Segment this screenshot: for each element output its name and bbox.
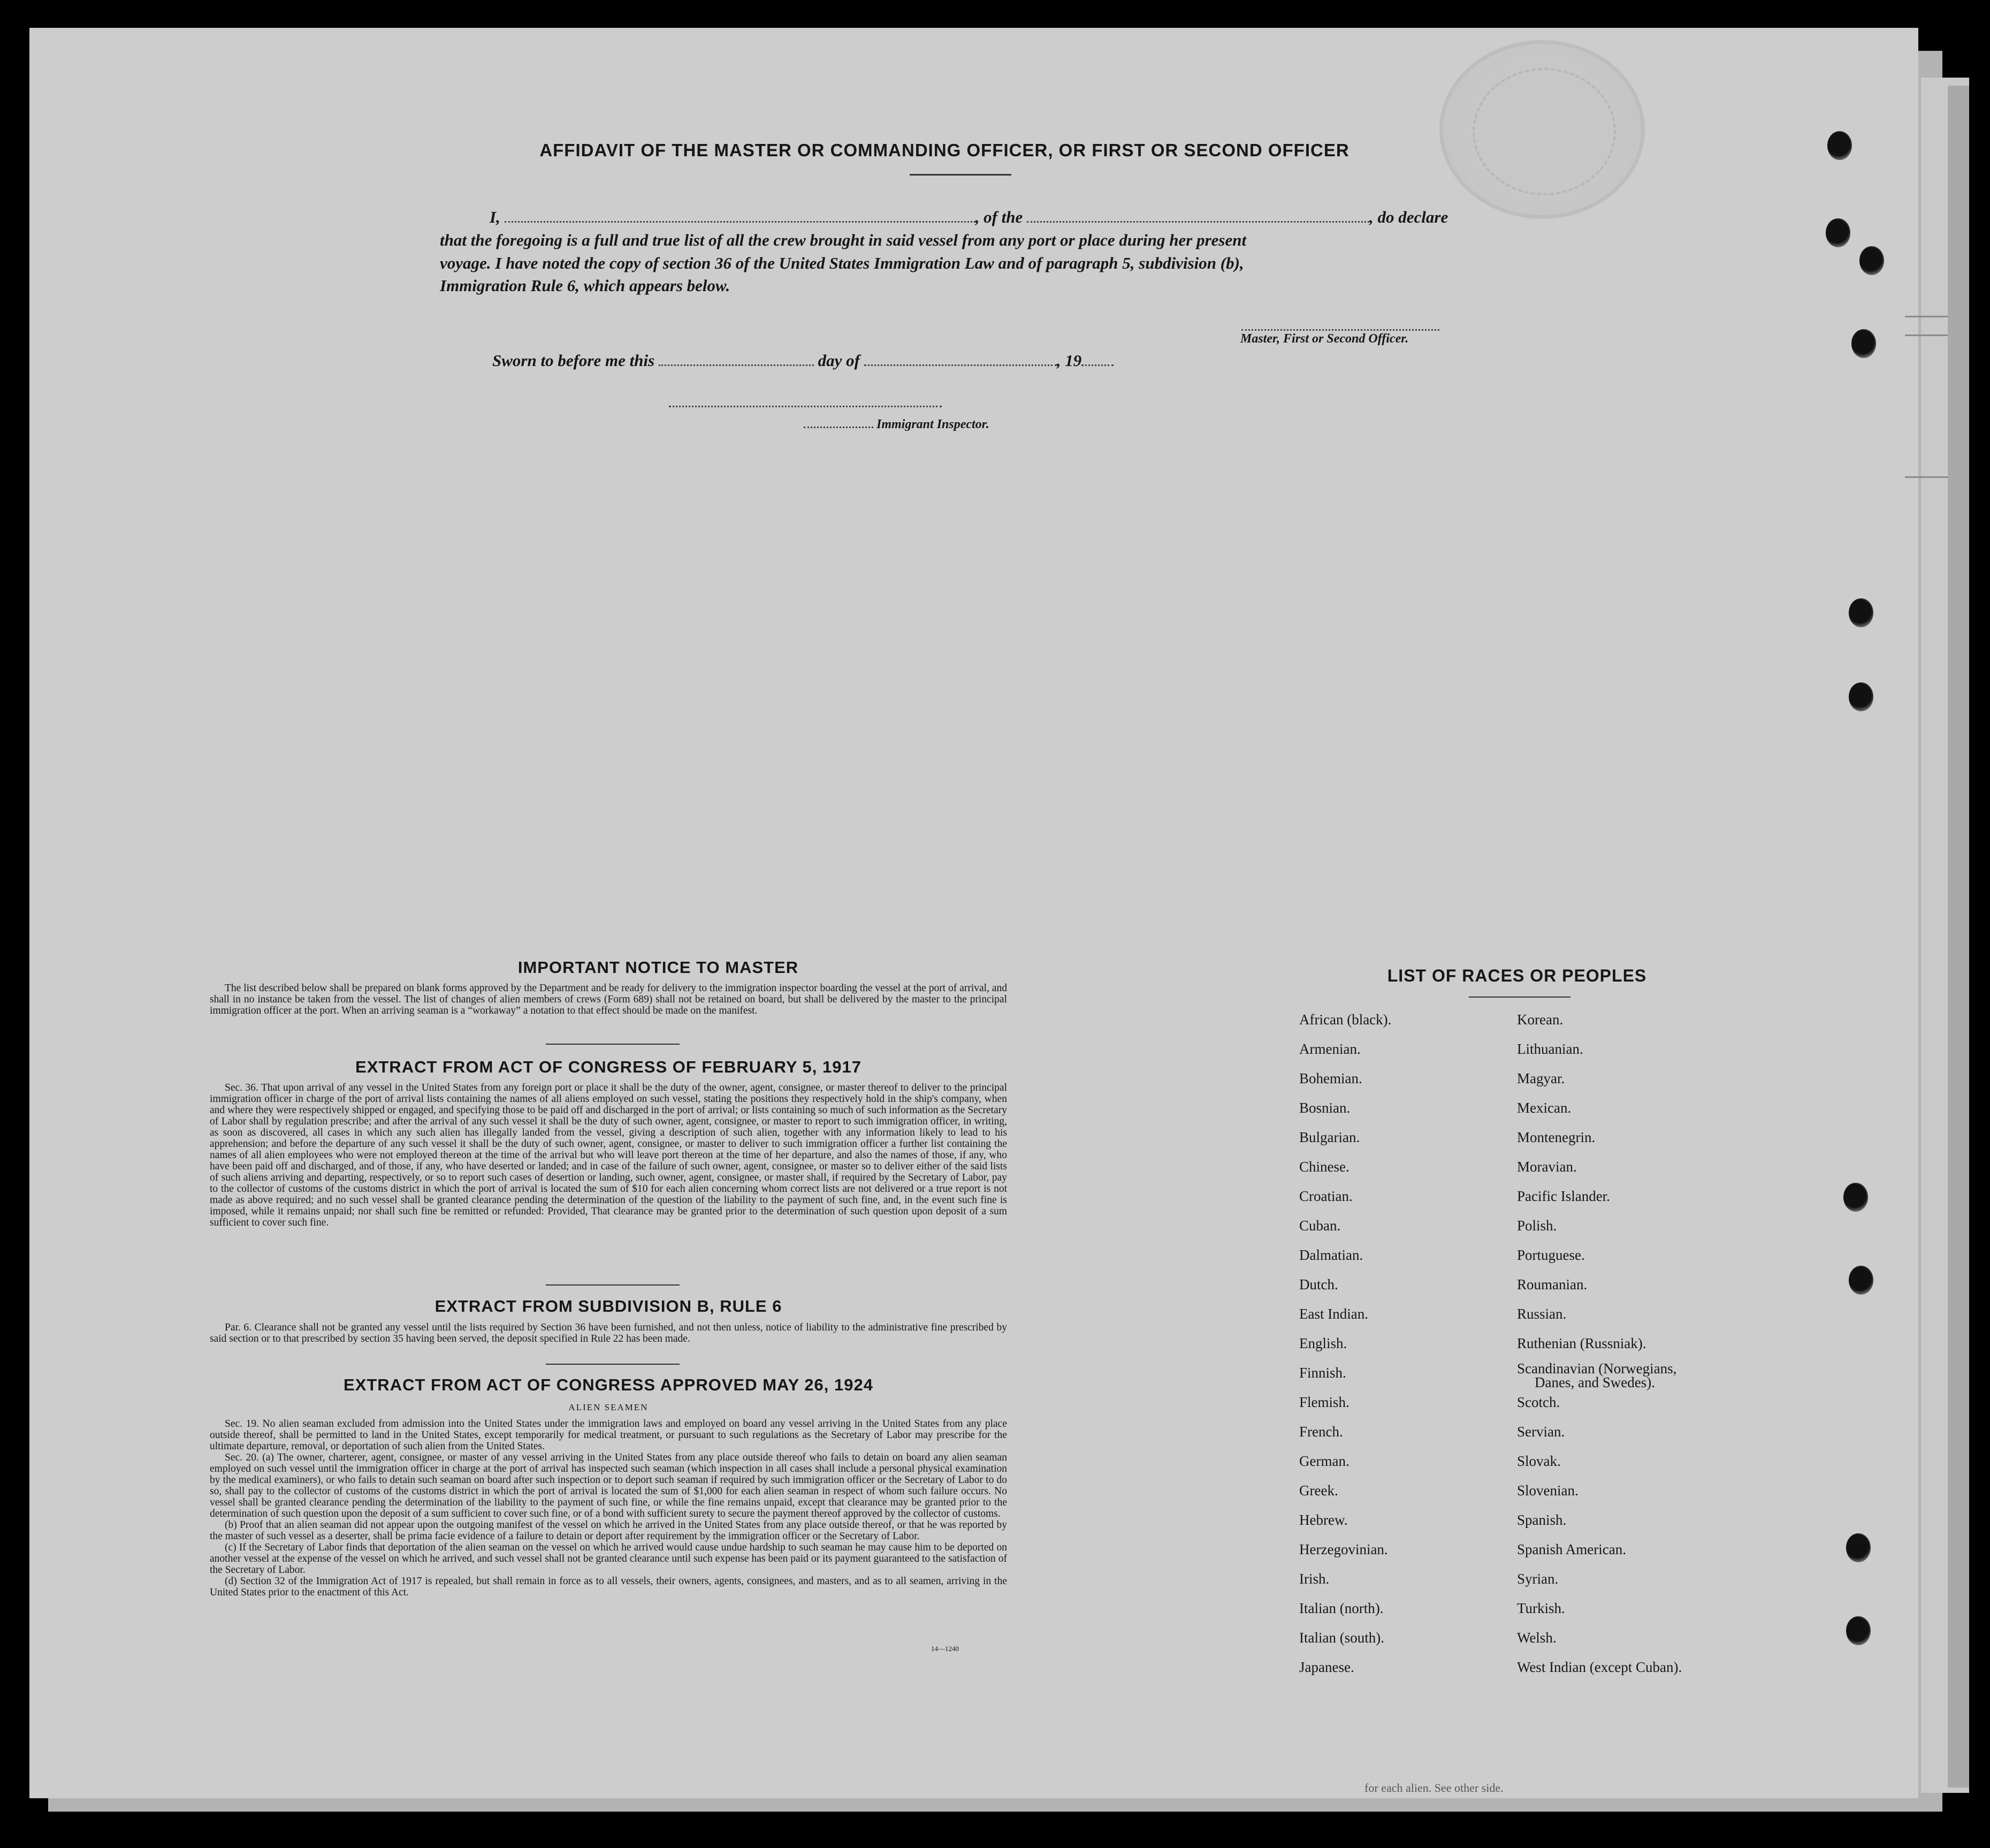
race-item: East Indian. — [1299, 1306, 1368, 1322]
races-title: LIST OF RACES OR PEOPLES — [1387, 966, 1647, 985]
punch-hole — [1826, 218, 1850, 247]
race-item-continuation: Danes, and Swedes). — [1535, 1374, 1655, 1390]
race-item: Polish. — [1517, 1218, 1557, 1234]
punch-hole — [1849, 1266, 1873, 1295]
form-number: 14—1240 — [931, 1645, 959, 1653]
punch-hole — [1843, 1183, 1868, 1212]
punch-hole — [1846, 1616, 1871, 1645]
race-item: Moravian. — [1517, 1159, 1577, 1175]
sworn-month-field[interactable] — [864, 364, 1057, 366]
sworn-day-field[interactable] — [659, 364, 814, 366]
extract-1917-body: Sec. 36. That upon arrival of any vessel in the United States from any foreign port or place it shall be the duty of the owner, agent, consignee, or master thereof to deliver to the principal immigration officer in charge of the port of arrival lists containing the names of all aliens employed on such vessel, stating the positions they respectively hold in the ship's company, when and where they were respectively shipped or engaged, and specifying those to be paid off and discharged in the port of arrival; or lists containing so much of such information as the Secretary of Labor shall by regulation prescribe; and after the arrival of any such vessel it shall be the duty of such owner, agent, consignee, or master to report to such immigration officer, in writing, as soon as discovered, all cases in which any such alien has illegally landed from the vessel, giving a description of such alien, together with any information likely to lead to his apprehension; and before the departure of any such vessel it shall be the duty of such owner, agent, consignee, or master to deliver to such immigration officer a further list containing the names of all alien employees who were not employed thereon at the time of the arrival but who will leave port thereon at the time of her departure, and also the names of those, if any, who have been paid off and discharged, and of those, if any, who have deserted or landed; and in case of the failure of such owner, agent, consignee, or master so to deliver either of the said lists of such aliens arriving and departing, respectively, or so to report such cases of desertion or landing, such owner, agent, consignee, or master shall, if required by the Secretary of Labor, pay to the collector of customs of the customs district in which the port of arrival is located the sum of $10 for each alien concerning whom correct lists are not delivered or a true report is not made as above required; and no such vessel shall be granted clearance pending the determination of the question of the liability to the payment of such fine, and, in the event such fine is imposed, while it remains unpaid; nor shall such fine be remitted or refunded: Provided, That clearance may be granted prior to the determination of such question upon deposit of a sum sufficient to cover such fine. — [210, 1082, 1007, 1228]
race-item: Chinese. — [1299, 1159, 1349, 1175]
race-item: Hebrew. — [1299, 1512, 1348, 1528]
race-item: Magyar. — [1517, 1070, 1565, 1086]
extract-1924-body: Sec. 19. No alien seaman excluded from admission into the United States under the immigration laws and employed on board any vessel arriving in the United States from any place outside thereof, shall be permitted to land in the United States, except temporarily for medical treatment, or pursuant to such regulations as the Secretary of Labor may prescribe for the ultimate departure, removal, or deportation of such alien from the United States. Sec. 20. (a) The owner, charterer, agent, consignee, or master of any vessel arriving in the United States from any place outside thereof who fails to detain on board any alien seaman employed on such vessel until the immigration officer in charge at the port of arrival has inspected such seaman (which inspection in all cases shall include a personal physical examination by the medical examiners), or who fails to detain such seaman on board after such inspection or to deport such seaman if required by such immigration officer or the Secretary of Labor to do so, shall pay to the collector of customs of the customs district in which the port of arrival is located the sum of $1,000 for each alien seaman in respect of whom such failure occurs. No vessel shall be granted clearance pending the determination of the liability to the payment of such fine, or while the fine remains unpaid, except that clearance may be granted prior to the determination of such question upon the deposit of a sum sufficient to cover such fine, or of a bond with sufficient surety to secure the payment thereof approved by the collector of customs. (b) Proof that an alien seaman did not appear upon the outgoing manifest of the vessel on which he arrived in the United States from any place outside thereof, or that he was reported by the master of such vessel as a deserter, shall be prima facie evidence of a failure to detain or deport after requirement by the immigration officer or the Secretary of Labor. (c) If the Secretary of Labor finds that deportation of the alien seaman on the vessel on which he arrived would cause undue hardship to such seaman he may cause him to be deported on another vessel at the expense of the vessel on which he arrived, and such vessel shall not be granted clearance until such expense has been paid or its payment guaranteed to the satisfaction of the Secretary of Labor. (d) Section 32 of the Immigration Act of 1917 is repealed, but shall remain in force as to all vessels, their owners, agents, consignees, and masters, and as to all seamen, arriving in the United States prior to the enactment of this Act. — [210, 1418, 1007, 1598]
divider — [546, 1364, 680, 1365]
sworn-year: , 19 — [1056, 351, 1082, 370]
divider — [546, 1044, 680, 1045]
sworn-day: day of — [818, 351, 860, 370]
race-item: Dutch. — [1299, 1276, 1338, 1292]
race-item: Finnish. — [1299, 1365, 1346, 1381]
race-item: Bosnian. — [1299, 1100, 1351, 1116]
race-item: Armenian. — [1299, 1041, 1361, 1057]
affidavit-line2: that the foregoing is a full and true list of all the crew brought in said vessel from any port or place during her present — [440, 231, 1247, 249]
divider — [910, 174, 1011, 176]
race-item: Cuban. — [1299, 1218, 1341, 1234]
extract-rule6-title: EXTRACT FROM SUBDIVISION B, RULE 6 — [434, 1297, 782, 1315]
race-item: Lithuanian. — [1517, 1041, 1583, 1057]
affidavit-line1 — [490, 208, 1448, 227]
punch-hole — [1851, 329, 1876, 358]
footer-fragment: for each alien. See other side. — [1364, 1781, 1504, 1794]
back-sheet-rule — [1905, 334, 1948, 336]
race-item: Korean. — [1517, 1012, 1564, 1028]
extract-rule6-body: Par. 6. Clearance shall not be granted any vessel until the lists required by Section 36 have been furnished, and not then unless, notice of liability to the administrative fine prescribed by said section or to that prescribed by section 35 having been served, the deposit specified in Rule 22 has been made. — [210, 1322, 1007, 1344]
race-item: Spanish. — [1517, 1512, 1567, 1528]
race-item: Pacific Islander. — [1517, 1188, 1610, 1204]
inspector-signature-field[interactable] — [669, 406, 942, 407]
race-item: Servian. — [1517, 1424, 1565, 1440]
race-item: English. — [1299, 1335, 1347, 1351]
extract-1924-title: EXTRACT FROM ACT OF CONGRESS APPROVED MAY 26, 1924 — [344, 1375, 873, 1394]
race-item: Irish. — [1299, 1571, 1330, 1587]
sworn-prefix: Sworn to before me this — [492, 351, 655, 370]
race-item: Bohemian. — [1299, 1070, 1362, 1086]
master-signature-field[interactable] — [1241, 329, 1439, 331]
race-item: Welsh. — [1517, 1630, 1557, 1646]
notice-body: The list described below shall be prepared on blank forms approved by the Department and be ready for delivery to the immigration inspector boarding the vessel at the port of arrival, and shall in no instance be taken from the vessel. The list of changes of alien members of crews (Form 689) shall not be retained on board, but shall be delivered by the master to the principal immigration officer at the port. When an arriving seaman is a “workaway” a notation to that effect should be made on the manifest. — [210, 983, 1007, 1016]
alien-seamen-subtitle: ALIEN SEAMEN — [568, 1402, 649, 1412]
race-item: Scotch. — [1517, 1394, 1560, 1410]
affidavit-line3: voyage. I have noted the copy of section 36 of the United States Immigration Law and of paragraph 5, subdivision (b), — [440, 254, 1244, 272]
sworn-year-field[interactable] — [1081, 364, 1114, 366]
affidavit-of-the: , of the — [975, 208, 1023, 226]
affidavit-line4: Immigration Rule 6, which appears below. — [440, 276, 730, 295]
race-item: Herzegovinian. — [1299, 1541, 1388, 1557]
race-item: Slovak. — [1517, 1453, 1561, 1469]
notice-title: IMPORTANT NOTICE TO MASTER — [517, 958, 799, 977]
officer-name-field[interactable] — [505, 221, 975, 223]
race-item: Mexican. — [1517, 1100, 1572, 1116]
race-item: Japanese. — [1299, 1659, 1354, 1675]
race-item: Turkish. — [1517, 1600, 1565, 1616]
back-sheet-rule — [1905, 476, 1948, 478]
punch-hole — [1846, 1533, 1871, 1562]
affidavit-declare: , do declare — [1369, 208, 1448, 226]
race-item: Italian (south). — [1299, 1630, 1384, 1646]
race-item: Flemish. — [1299, 1394, 1349, 1410]
inspector-label: Immigrant Inspector. — [804, 417, 989, 432]
race-item: French. — [1299, 1424, 1343, 1440]
race-item: Russian. — [1517, 1306, 1567, 1322]
embossed-seal — [1439, 40, 1645, 219]
race-item: Roumanian. — [1517, 1276, 1588, 1292]
race-item: German. — [1299, 1453, 1349, 1469]
divider — [1469, 997, 1570, 998]
punch-hole — [1849, 682, 1873, 711]
race-item: Slovenian. — [1517, 1482, 1579, 1499]
affidavit-title: AFFIDAVIT OF THE MASTER OR COMMANDING OFFICER, OR FIRST OR SECOND OFFICER — [539, 140, 1349, 160]
back-sheet-edge-dark — [1948, 86, 1969, 1788]
race-item: Ruthenian (Russniak). — [1517, 1335, 1646, 1351]
race-item: Montenegrin. — [1517, 1129, 1596, 1145]
race-item: African (black). — [1299, 1012, 1392, 1028]
master-signature-label: Master, First or Second Officer. — [1240, 332, 1409, 346]
race-item: Bulgarian. — [1299, 1129, 1360, 1145]
race-item: Spanish American. — [1517, 1541, 1626, 1557]
vessel-name-field[interactable] — [1027, 221, 1369, 223]
race-item: West Indian (except Cuban). — [1517, 1659, 1682, 1675]
punch-hole — [1849, 598, 1873, 627]
affidavit-i: I, — [490, 208, 500, 226]
divider — [546, 1284, 680, 1286]
race-item: Croatian. — [1299, 1188, 1353, 1204]
race-item: Portuguese. — [1517, 1247, 1585, 1263]
sworn-line — [492, 351, 1114, 370]
punch-hole — [1859, 246, 1884, 275]
race-item: Scandinavian (Norwegians, — [1517, 1360, 1677, 1377]
back-sheet-rule — [1905, 316, 1948, 317]
race-item: Greek. — [1299, 1482, 1338, 1499]
race-item: Syrian. — [1517, 1571, 1559, 1587]
race-item: Italian (north). — [1299, 1600, 1384, 1616]
extract-1917-title: EXTRACT FROM ACT OF CONGRESS OF FEBRUARY 5, 1917 — [355, 1058, 861, 1076]
race-item: Dalmatian. — [1299, 1247, 1363, 1263]
